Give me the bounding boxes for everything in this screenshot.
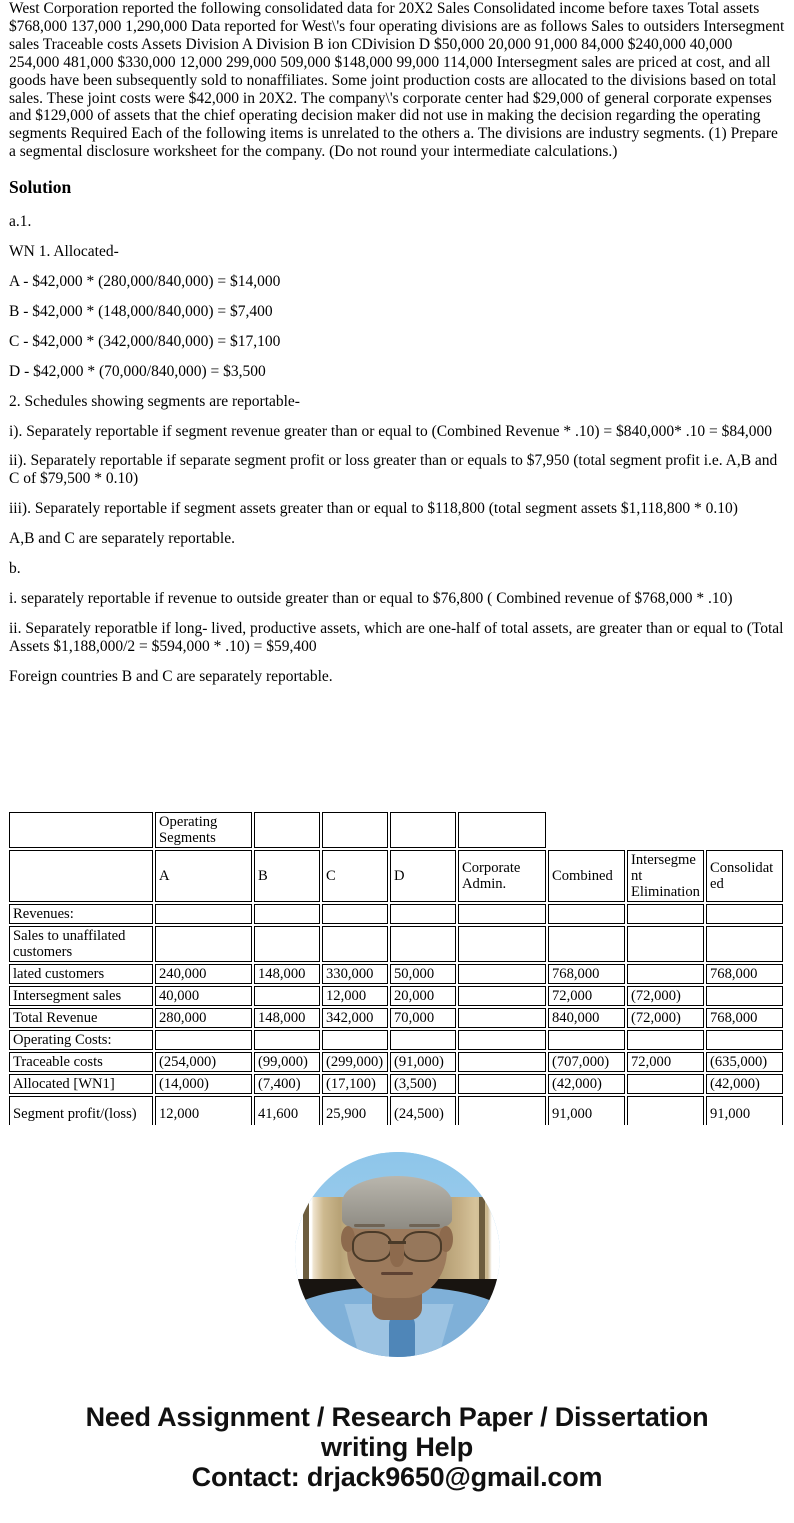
row-label-traceable-costs: Traceable costs xyxy=(9,1052,153,1072)
cell-intersegment-sales-consolidated xyxy=(706,986,783,1006)
cell-sales-unaffiliated-corporate xyxy=(458,926,546,962)
cell-sales-unaffiliated-b xyxy=(254,926,320,962)
cell-intersegment-sales-d: 20,000 xyxy=(390,986,456,1006)
column-header-d: D xyxy=(390,850,456,902)
avatar-eyebrow-right xyxy=(409,1224,440,1227)
cell-revenues-corporate xyxy=(458,904,546,924)
cell-sales-unaffiliated-combined xyxy=(548,926,625,962)
table-row xyxy=(9,1052,783,1072)
cell-revenues-consolidated xyxy=(706,904,783,924)
cell-segment-profit-a: 12,000 xyxy=(155,1096,252,1125)
cell-operating-costs-c xyxy=(322,1030,388,1050)
cell-segment-profit-b: 41,600 xyxy=(254,1096,320,1125)
avatar-nose xyxy=(390,1244,404,1267)
schedule-test-ii: ii). Separately reportable if separate segment profit or loss greater than or equals to $7,950 (total segment profit i.e. A,B and C of $79,500 * 0.10) xyxy=(9,452,778,488)
group-header-blank-d xyxy=(390,812,456,848)
cell-allocated-wn1-combined: (42,000) xyxy=(548,1074,625,1094)
cell-intersegment-sales-elimination: (72,000) xyxy=(627,986,704,1006)
cell-lated-customers-b: 148,000 xyxy=(254,964,320,984)
group-header-operating-segments: Operating Segments xyxy=(155,812,252,848)
cell-operating-costs-combined xyxy=(548,1030,625,1050)
solution-heading: Solution xyxy=(9,177,72,198)
cell-segment-profit-elimination xyxy=(627,1096,704,1125)
table-row xyxy=(9,964,783,984)
worksheet-table-viewport xyxy=(0,810,794,1125)
cell-revenues-elimination xyxy=(627,904,704,924)
cell-traceable-costs-corporate xyxy=(458,1052,546,1072)
promo-banner xyxy=(0,1402,794,1492)
avatar-eyebrow-left xyxy=(354,1224,385,1227)
cell-revenues-d xyxy=(390,904,456,924)
cell-sales-unaffiliated-d xyxy=(390,926,456,962)
table-row xyxy=(9,904,783,924)
cell-intersegment-sales-corporate xyxy=(458,986,546,1006)
row-label-operating-costs: Operating Costs: xyxy=(9,1030,153,1050)
column-header-intersegment-elimination: Intersegment Elimination xyxy=(627,850,704,902)
cell-operating-costs-b xyxy=(254,1030,320,1050)
cell-traceable-costs-elimination: 72,000 xyxy=(627,1052,704,1072)
cell-allocated-wn1-d: (3,500) xyxy=(390,1074,456,1094)
column-header-corporate-admin: Corporate Admin. xyxy=(458,850,546,902)
cell-lated-customers-corporate xyxy=(458,964,546,984)
segmental-disclosure-worksheet xyxy=(7,810,785,1125)
avatar-tie xyxy=(389,1316,416,1357)
cell-lated-customers-combined: 768,000 xyxy=(548,964,625,984)
cell-lated-customers-c: 330,000 xyxy=(322,964,388,984)
cell-revenues-c xyxy=(322,904,388,924)
cell-traceable-costs-c: (299,000) xyxy=(322,1052,388,1072)
cell-allocated-wn1-elimination xyxy=(627,1074,704,1094)
row-label-segment-profit-loss: Segment profit/(loss) xyxy=(9,1096,153,1125)
cell-total-revenue-d: 70,000 xyxy=(390,1008,456,1028)
table-row xyxy=(9,926,783,962)
avatar-eyeglass-lens-left xyxy=(352,1231,392,1262)
part-a1-label: a.1. xyxy=(9,213,32,231)
cell-total-revenue-consolidated: 768,000 xyxy=(706,1008,783,1028)
cell-segment-profit-corporate xyxy=(458,1096,546,1125)
cell-lated-customers-a: 240,000 xyxy=(155,964,252,984)
cell-total-revenue-c: 342,000 xyxy=(322,1008,388,1028)
avatar-mouth xyxy=(381,1272,414,1276)
part-b-test-ii: ii. Separately reporatble if long- lived, productive assets, which are one-half of total assets, are greater than or equal to (Total Assets $1,188,000/2 = $594,000 * .10) = $59,400 xyxy=(9,619,784,655)
schedule-test-i: i). Separately reportable if segment revenue greater than or equal to (Combined Revenue * .10) = $840,000* .10 = $84,000 xyxy=(9,422,772,440)
cell-traceable-costs-a: (254,000) xyxy=(155,1052,252,1072)
promo-line-1: Need Assignment / Research Paper / Dissertation xyxy=(85,1402,709,1432)
part-b-test-i: i. separately reportable if revenue to outside greater than or equal to $76,800 ( Combined revenue of $768,000 * .10) xyxy=(9,589,733,607)
cell-revenues-a xyxy=(155,904,252,924)
cell-sales-unaffiliated-a xyxy=(155,926,252,962)
column-header-c: C xyxy=(322,850,388,902)
cell-allocated-wn1-b: (7,400) xyxy=(254,1074,320,1094)
row-label-allocated-wn1: Allocated [WN1] xyxy=(9,1074,153,1094)
row-label-total-revenue: Total Revenue xyxy=(9,1008,153,1028)
cell-total-revenue-a: 280,000 xyxy=(155,1008,252,1028)
cell-sales-unaffiliated-elimination xyxy=(627,926,704,962)
cell-allocated-wn1-corporate xyxy=(458,1074,546,1094)
schedules-heading: 2. Schedules showing segments are reportable- xyxy=(9,392,300,410)
column-header-consolidated: Consolidated xyxy=(706,850,783,902)
worksheet-column-header-row xyxy=(9,850,783,902)
row-label-sales-unaffiliated: Sales to unaffilated customers xyxy=(9,926,153,962)
wn1-line-d: D - $42,000 * (70,000/840,000) = $3,500 xyxy=(9,362,266,380)
group-header-spacer xyxy=(548,812,783,848)
conclusion-part-b: Foreign countries B and C are separately reportable. xyxy=(9,667,333,685)
table-row xyxy=(9,1074,783,1094)
cell-sales-unaffiliated-consolidated xyxy=(706,926,783,962)
cell-revenues-b xyxy=(254,904,320,924)
cell-lated-customers-consolidated: 768,000 xyxy=(706,964,783,984)
avatar xyxy=(295,1152,500,1357)
part-b-label: b. xyxy=(9,560,21,578)
cell-traceable-costs-b: (99,000) xyxy=(254,1052,320,1072)
cell-segment-profit-combined: 91,000 xyxy=(548,1096,625,1125)
cell-total-revenue-corporate xyxy=(458,1008,546,1028)
column-header-blank xyxy=(9,850,153,902)
cell-intersegment-sales-b xyxy=(254,986,320,1006)
table-row xyxy=(9,1008,783,1028)
wn1-line-b: B - $42,000 * (148,000/840,000) = $7,400 xyxy=(9,302,273,320)
table-row xyxy=(9,1030,783,1050)
avatar-container xyxy=(0,1152,794,1362)
cell-operating-costs-a xyxy=(155,1030,252,1050)
table-row xyxy=(9,1096,783,1125)
worksheet-group-header-row xyxy=(9,812,783,848)
promo-line-3: Contact: drjack9650@gmail.com xyxy=(191,1462,603,1492)
table-row xyxy=(9,986,783,1006)
cell-segment-profit-c: 25,900 xyxy=(322,1096,388,1125)
cell-operating-costs-consolidated xyxy=(706,1030,783,1050)
group-header-blank-corp xyxy=(458,812,546,848)
cell-lated-customers-d: 50,000 xyxy=(390,964,456,984)
wn1-line-c: C - $42,000 * (342,000/840,000) = $17,100 xyxy=(9,332,281,350)
promo-line-2: writing Help xyxy=(320,1432,474,1462)
wn1-line-a: A - $42,000 * (280,000/840,000) = $14,000 xyxy=(9,272,281,290)
cell-intersegment-sales-c: 12,000 xyxy=(322,986,388,1006)
cell-intersegment-sales-combined: 72,000 xyxy=(548,986,625,1006)
cell-operating-costs-elimination xyxy=(627,1030,704,1050)
cell-allocated-wn1-consolidated: (42,000) xyxy=(706,1074,783,1094)
group-header-blank-c xyxy=(322,812,388,848)
cell-allocated-wn1-c: (17,100) xyxy=(322,1074,388,1094)
problem-statement: West Corporation reported the following consolidated data for 20X2 Sales Consolidated income before taxes Total assets $768,000 137,000 1,290,000 Data reported for West\'s four operating divisions are as follows Sales to outsiders Intersegment sales Traceable costs Assets Division A Division B ion CDivision D $50,000 20,000 91,000 84,000 $240,000 40,000 254,000 481,000 $330,000 12,000 299,000 509,000 $148,000 99,000 114,000 Intersegment sales are priced at cost, and all goods have been subsequently sold to nonaffiliates. Some joint production costs are allocated to the divisions based on total sales. These joint costs were $42,000 in 20X2. The company\'s corporate center had $29,000 of general corporate expenses and $129,000 of assets that the chief operating decision maker did not use in making the decision regarding the operating segments Required Each of the following items is unrelated to the others a. The divisions are industry segments. (1) Prepare a segmental disclosure worksheet for the company. (Do not round your intermediate calculations.) xyxy=(9,0,785,161)
cell-intersegment-sales-a: 40,000 xyxy=(155,986,252,1006)
column-header-combined: Combined xyxy=(548,850,625,902)
cell-allocated-wn1-a: (14,000) xyxy=(155,1074,252,1094)
cell-revenues-combined xyxy=(548,904,625,924)
avatar-hair xyxy=(342,1176,453,1229)
cell-total-revenue-combined: 840,000 xyxy=(548,1008,625,1028)
conclusion-part-a: A,B and C are separately reportable. xyxy=(9,530,235,548)
cell-segment-profit-consolidated: 91,000 xyxy=(706,1096,783,1125)
worksheet-body xyxy=(9,812,783,1125)
cell-operating-costs-d xyxy=(390,1030,456,1050)
row-label-intersegment-sales: Intersegment sales xyxy=(9,986,153,1006)
cell-lated-customers-elimination xyxy=(627,964,704,984)
cell-traceable-costs-d: (91,000) xyxy=(390,1052,456,1072)
cell-sales-unaffiliated-c xyxy=(322,926,388,962)
article-body xyxy=(0,0,794,686)
avatar-eyeglass-lens-right xyxy=(402,1231,442,1262)
cell-total-revenue-b: 148,000 xyxy=(254,1008,320,1028)
row-label-lated-customers: lated customers xyxy=(9,964,153,984)
row-label-revenues: Revenues: xyxy=(9,904,153,924)
column-header-b: B xyxy=(254,850,320,902)
cell-total-revenue-elimination: (72,000) xyxy=(627,1008,704,1028)
cell-traceable-costs-combined: (707,000) xyxy=(548,1052,625,1072)
column-header-a: A xyxy=(155,850,252,902)
group-header-blank-b xyxy=(254,812,320,848)
cell-operating-costs-corporate xyxy=(458,1030,546,1050)
schedule-test-iii: iii). Separately reportable if segment assets greater than or equal to $118,800 (total segment assets $1,118,800 * 0.10) xyxy=(9,500,738,518)
cell-traceable-costs-consolidated: (635,000) xyxy=(706,1052,783,1072)
group-header-blank-label xyxy=(9,812,153,848)
cell-segment-profit-d: (24,500) xyxy=(390,1096,456,1125)
wn1-heading: WN 1. Allocated- xyxy=(9,243,119,261)
